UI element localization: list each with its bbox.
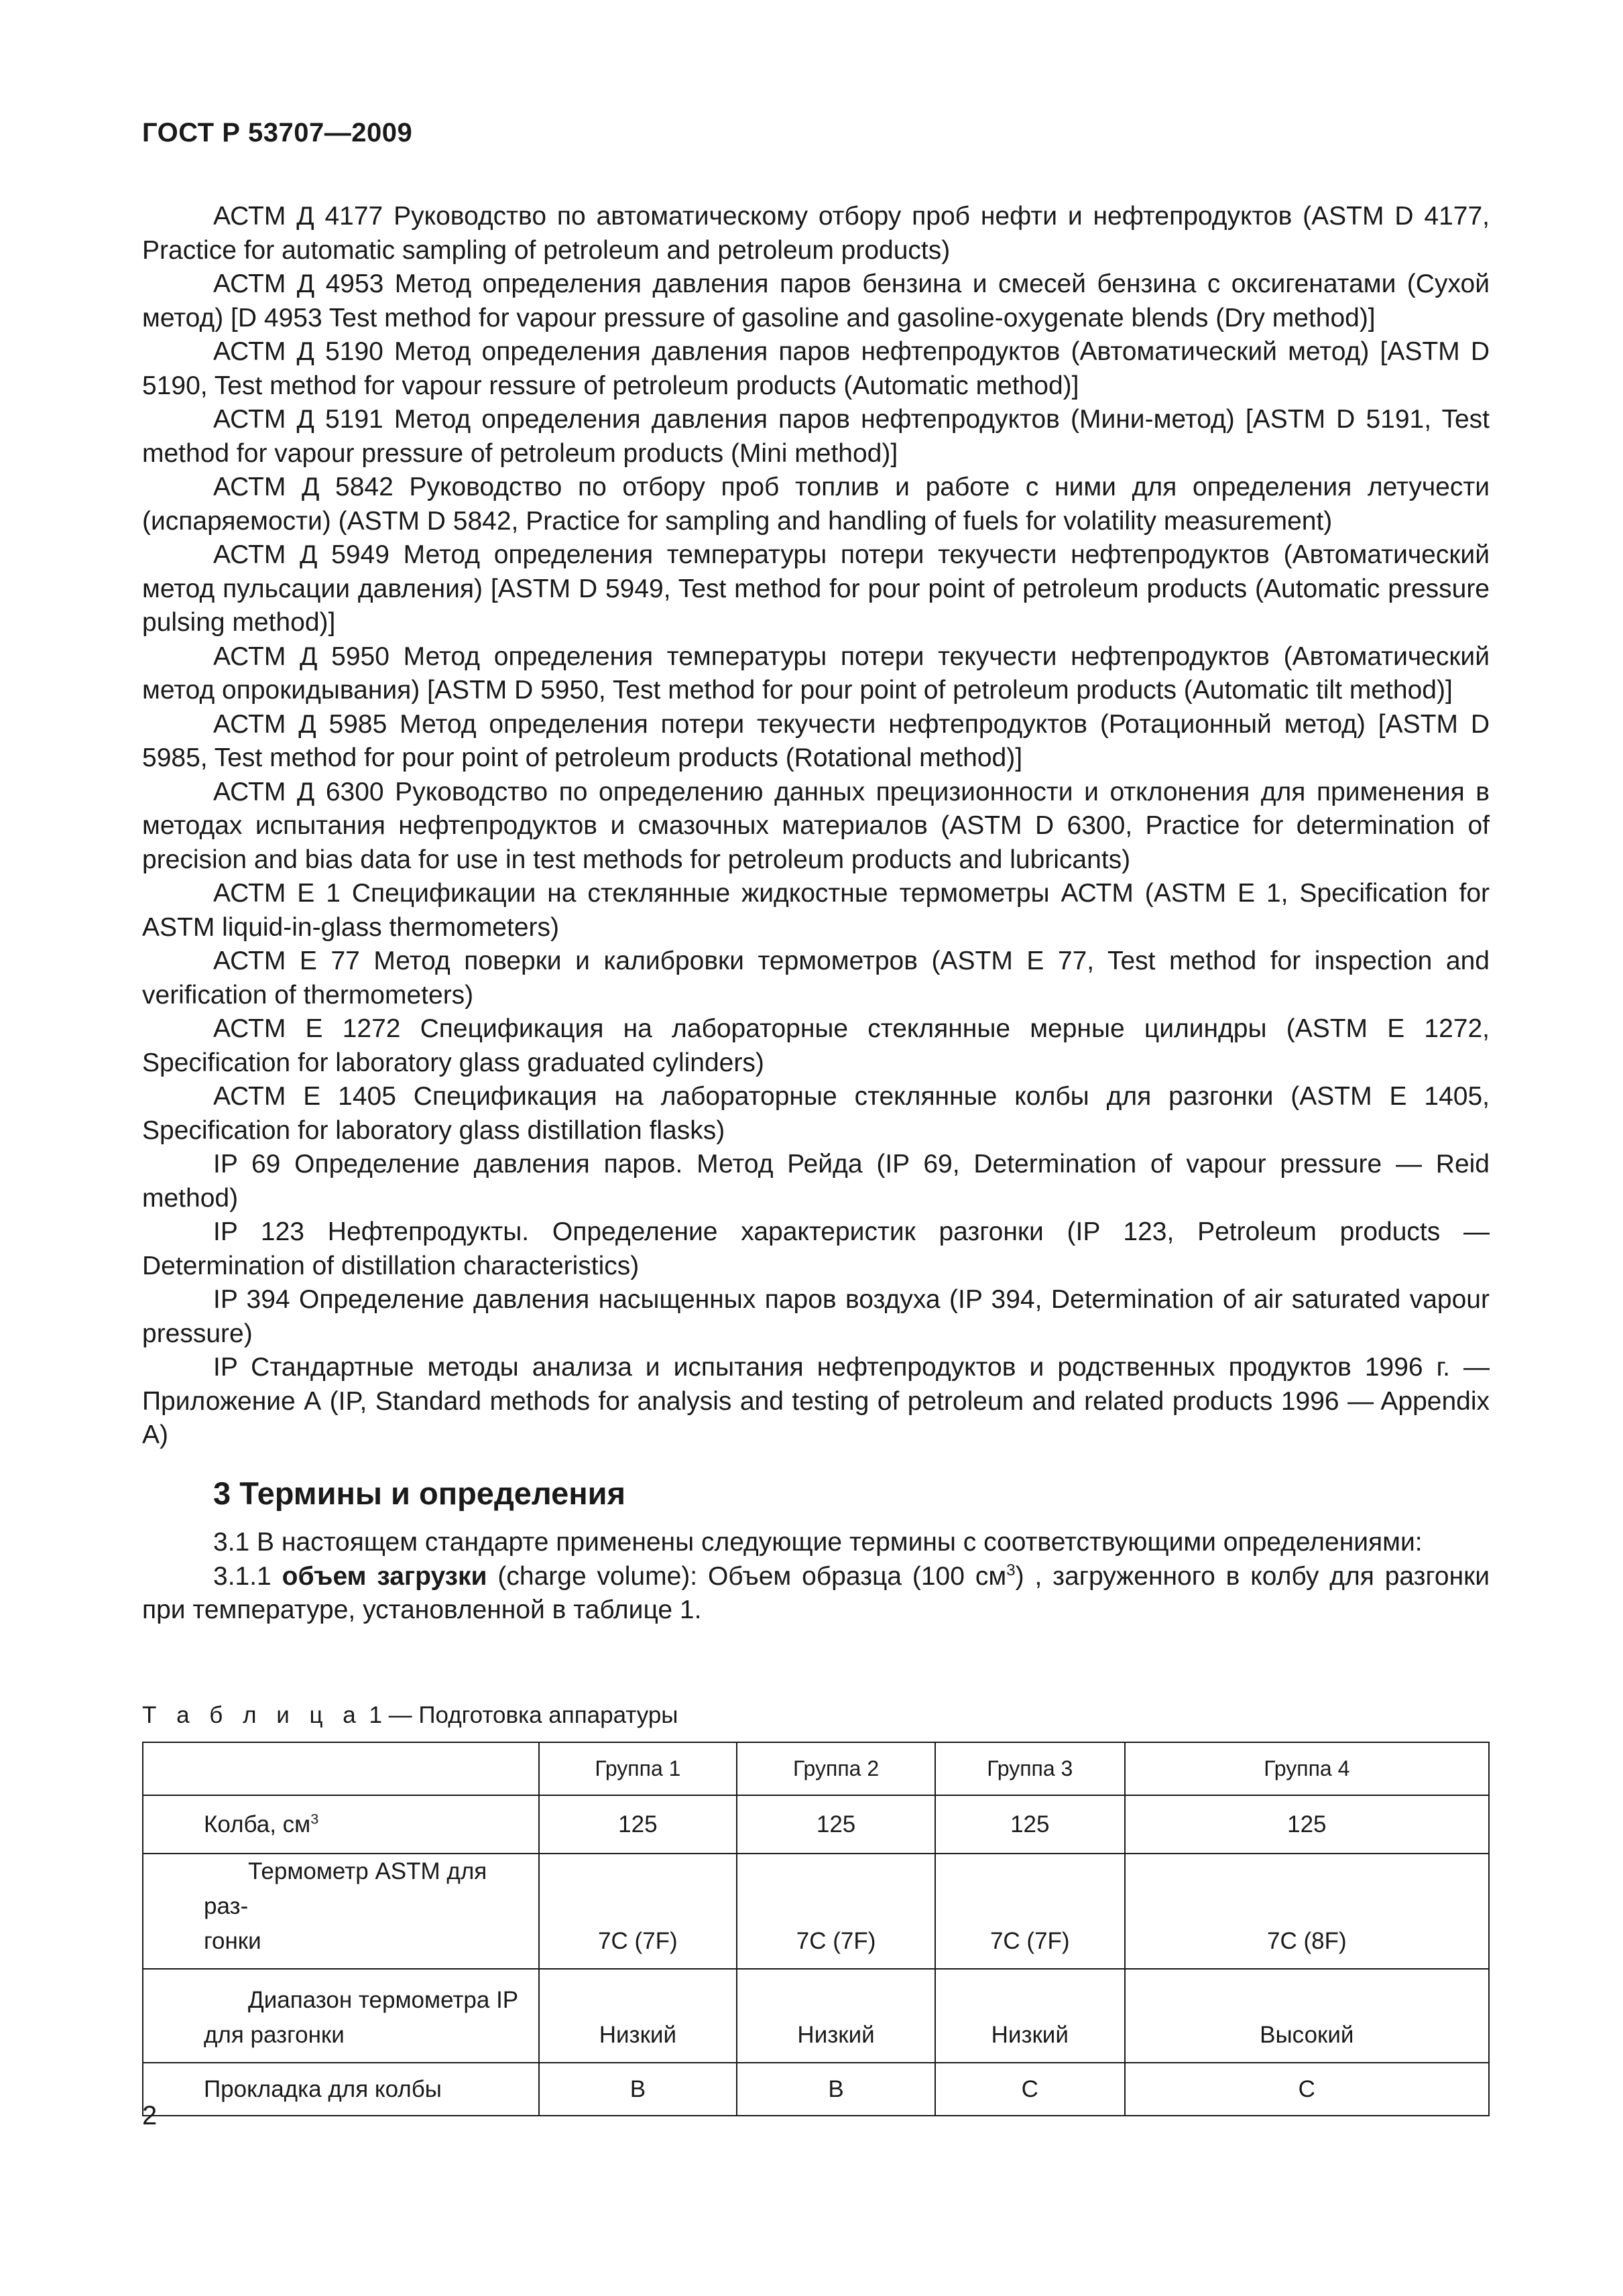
reference-item: АСТМ Д 5985 Метод определения потери текучести нефтепродуктов (Ротационный метод) [ASTM D 5985, Test method for pour point of petroleum products (Rotational method)]	[142, 709, 1490, 772]
table-row-label	[143, 1854, 539, 1969]
reference-item: АСТМ Д 5190 Метод определения давления паров нефтепродуктов (Автоматический метод) [ASTM D 5190, Test method for vapour ressure of petroleum products (Automatic method)]	[142, 337, 1490, 400]
table-row-label	[143, 1969, 539, 2063]
term-def-part: ) , загруженного в колбу для разгонки при температуре, установленной в таблице 1.	[142, 1561, 1490, 1624]
reference-item: АСТМ Е 1272 Спецификация на лабораторные стеклянные мерные цилиндры (ASTM E 1272, Specification for laboratory glass graduated cylinders)	[142, 1014, 1490, 1077]
table-cell: 125	[935, 1795, 1125, 1854]
table-cell: С	[1125, 2063, 1489, 2116]
table-cell: Низкий	[539, 1969, 737, 2063]
table-row	[143, 1795, 1489, 1854]
superscript: 3	[1006, 1561, 1016, 1579]
preparation-table	[142, 1742, 1490, 2116]
table-cell: С	[935, 2063, 1125, 2116]
table-cell: Низкий	[737, 1969, 935, 2063]
table-cell: Высокий	[1125, 1969, 1489, 2063]
term-definition	[142, 1560, 1490, 1628]
superscript: 3	[310, 1809, 319, 1827]
table-header-cell	[143, 1742, 539, 1795]
table-header-cell: Группа 4	[1125, 1742, 1489, 1795]
table-caption-text: 1 — Подготовка аппаратуры	[362, 1702, 678, 1728]
row-label-text: Колба, см	[204, 1811, 311, 1837]
table-caption	[142, 1702, 678, 1729]
row-label-line: Диапазон термометра IP	[248, 1987, 519, 2013]
table-header-cell: Группа 3	[935, 1742, 1125, 1795]
reference-item: АСТМ Д 5950 Метод определения температуры потери текучести нефтепродуктов (Автоматический метод опрокидывания) [ASTM D 5950, Test method for pour point of petroleum products (Automatic tilt method)]	[142, 642, 1490, 705]
table-cell: 7C (8F)	[1125, 1854, 1489, 1969]
table-row	[143, 2063, 1489, 2116]
table-caption-prefix: Т а б л и ц а	[142, 1702, 363, 1728]
reference-item: IP 123 Нефтепродукты. Определение характеристик разгонки (IP 123, Petroleum products — Determination of distillation characteristics)	[142, 1217, 1490, 1280]
reference-item: IP Стандартные методы анализа и испытания нефтепродуктов и родственных продуктов 1996 г. — Приложение А (IP, Standard methods for analysis and testing of petroleum and related products 1996 — Appendix A)	[142, 1353, 1490, 1449]
table-cell: 125	[737, 1795, 935, 1854]
terms-block	[142, 1526, 1490, 1628]
references-list	[142, 200, 1490, 1453]
reference-item: АСТМ Е 1 Спецификации на стеклянные жидкостные термометры АСТМ (ASTM E 1, Specification for ASTM liquid-in-glass thermometers)	[142, 879, 1490, 942]
document-header: ГОСТ Р 53707—2009	[142, 118, 413, 147]
page-number: 2	[142, 2101, 158, 2130]
terms-intro: 3.1 В настоящем стандарте применены следующие термины с соответствующими определениями:	[213, 1528, 1423, 1557]
table-row	[143, 1854, 1489, 1969]
reference-item: АСТМ Д 5949 Метод определения температуры потери текучести нефтепродуктов (Автоматический метод пульсации давления) [ASTM D 5949, Test method for pour point of petroleum products (Automatic pressure pulsing method)]	[142, 540, 1490, 637]
reference-item: IP 69 Определение давления паров. Метод Рейда (IP 69, Determination of vapour pressure — Reid method)	[142, 1150, 1490, 1213]
table-cell: 7C (7F)	[737, 1854, 935, 1969]
table-header-cell: Группа 1	[539, 1742, 737, 1795]
table-cell: 7C (7F)	[539, 1854, 737, 1969]
reference-item: АСТМ Д 5191 Метод определения давления паров нефтепродуктов (Мини-метод) [ASTM D 5191, Test method for vapour pressure of petroleum products (Mini method)]	[142, 405, 1490, 468]
table-row	[143, 1969, 1489, 2063]
term-def-part: (charge volume): Объем образца (100 см	[487, 1561, 1007, 1591]
reference-item: АСТМ Д 4177 Руководство по автоматическому отбору проб нефти и нефтепродуктов (ASTM D 4177, Practice for automatic sampling of petroleum and petroleum products)	[142, 202, 1490, 265]
table-row-label	[143, 1795, 539, 1854]
term-number: 3.1.1	[213, 1561, 282, 1591]
table-row-label: Прокладка для колбы	[143, 2063, 539, 2116]
reference-item: IP 394 Определение давления насыщенных паров воздуха (IP 394, Determination of air saturated vapour pressure)	[142, 1285, 1490, 1348]
table-header-cell: Группа 2	[737, 1742, 935, 1795]
table-header-row	[143, 1742, 1489, 1795]
section-title: 3 Термины и определения	[213, 1475, 625, 1511]
reference-item: АСТМ Д 5842 Руководство по отбору проб топлив и работе с ними для определения летучести (испаряемости) (ASTM D 5842, Practice for sampling and handling of fuels for volatility measurement)	[142, 473, 1490, 536]
row-label-line: Термометр ASTM для раз-	[204, 1858, 487, 1919]
table-cell: В	[737, 2063, 935, 2116]
table-cell: Низкий	[935, 1969, 1125, 2063]
term-name: объем загрузки	[282, 1561, 487, 1591]
reference-item: АСТМ Е 1405 Спецификация на лабораторные стеклянные колбы для разгонки (ASTM E 1405, Specification for laboratory glass distillation flasks)	[142, 1082, 1490, 1145]
row-label-line: гонки	[204, 1928, 261, 1954]
reference-item: АСТМ Д 4953 Метод определения давления паров бензина и смесей бензина с оксигенатами (Сухой метод) [D 4953 Test method for vapour pressure of gasoline and gasoline-oxygenate blends (Dry method)]	[142, 269, 1490, 333]
table-cell: В	[539, 2063, 737, 2116]
reference-item: АСТМ Е 77 Метод поверки и калибровки термометров (ASTM E 77, Test method for inspection and verification of thermometers)	[142, 947, 1490, 1010]
reference-item: АСТМ Д 6300 Руководство по определению данных прецизионности и отклонения для применения в методах испытания нефтепродуктов и смазочных материалов (ASTM D 6300, Practice for determination of precision and bias data for use in test methods for petroleum products and lubricants)	[142, 777, 1490, 874]
table-cell: 7C (7F)	[935, 1854, 1125, 1969]
table-cell: 125	[1125, 1795, 1489, 1854]
table-cell: 125	[539, 1795, 737, 1854]
row-label-line: для разгонки	[204, 2022, 345, 2048]
